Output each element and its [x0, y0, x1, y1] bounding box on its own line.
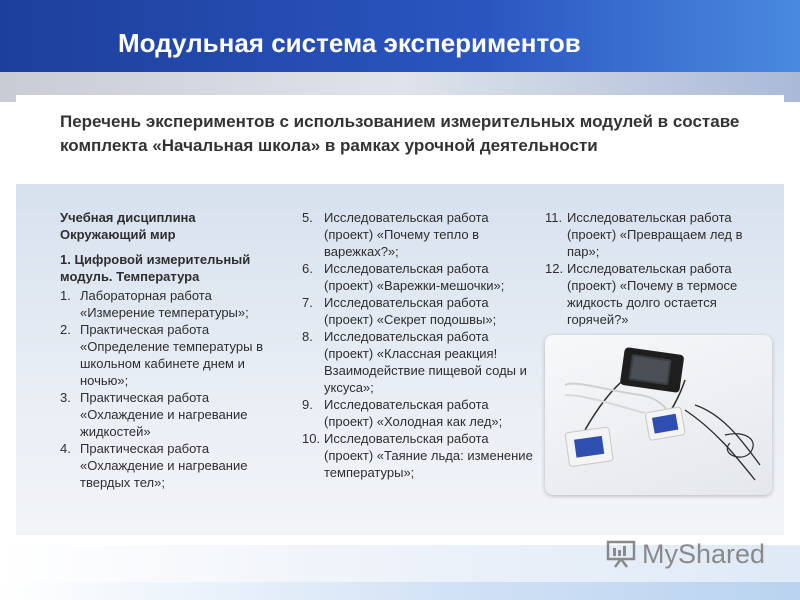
list-item [302, 260, 534, 294]
subject-block [60, 209, 270, 243]
item-text: Исследовательская работа (проект) «Секрет подошвы»; [324, 295, 497, 327]
column-1 [60, 209, 270, 491]
footer-wave [0, 582, 800, 600]
item-number: 9. [302, 397, 313, 412]
watermark-text: MyShared [642, 538, 766, 569]
item-text: Исследовательская работа (проект) «Почему тепло в варежках?»; [324, 210, 489, 259]
list-item [60, 287, 270, 321]
item-text: Практическая работа «Определение температуры в школьном кабинете днем и ночью»; [80, 322, 264, 388]
item-number: 11. [545, 210, 563, 225]
item-number: 5. [302, 210, 313, 225]
list-item [302, 328, 534, 396]
item-text: Исследовательская работа (проект) «Превращаем лед в пар»; [567, 210, 743, 259]
item-number: 3. [60, 390, 71, 405]
subject-label: Учебная дисциплина [60, 210, 196, 225]
list-item [545, 209, 770, 260]
item-text: Исследовательская работа (проект) «Холодная как лед»; [324, 397, 503, 429]
item-text: Практическая работа «Охлаждение и нагревание жидкостей» [80, 390, 248, 439]
presentation-icon [606, 539, 636, 569]
item-text: Исследовательская работа (проект) «Таяние льда: изменение температуры»; [324, 431, 533, 480]
item-text: Исследовательская работа (проект) «Почему в термосе жидкость долго остается горячей?» [567, 261, 738, 327]
item-text: Исследовательская работа (проект) «Варежки-мешочки»; [324, 261, 505, 293]
subject-name: Окружающий мир [60, 227, 176, 242]
item-number: 10. [302, 431, 321, 446]
sensor-device-illustration [545, 335, 772, 495]
list-item [60, 440, 270, 491]
list-item [545, 260, 770, 328]
list-item [302, 294, 534, 328]
list-item [302, 209, 534, 260]
item-text: Исследовательская работа (проект) «Классная реакция! Взаимодействие пищевой соды и уксуса»; [324, 329, 527, 395]
sensor-device-photo [545, 335, 772, 495]
item-text: Практическая работа «Охлаждение и нагревание твердых тел»; [80, 441, 248, 490]
item-number: 8. [302, 329, 313, 344]
myshared-logo [606, 536, 765, 572]
slide-title: Модульная система экспериментов [118, 28, 581, 58]
item-number: 4. [60, 441, 71, 456]
list-item [302, 430, 534, 481]
item-number: 1. [60, 288, 71, 303]
column-2 [302, 209, 534, 481]
section-heading: Перечень экспериментов с использованием измерительных модулей в составе комплекта «Начальная школа» в рамках урочной деятельности [60, 112, 740, 155]
item-number: 7. [302, 295, 313, 310]
list-item [60, 321, 270, 389]
column-3 [545, 209, 770, 328]
module-heading: 1. Цифровой измерительный модуль. Температура [60, 252, 251, 284]
item-number: 2. [60, 322, 71, 337]
list-item [60, 389, 270, 440]
item-number: 12. [545, 261, 564, 276]
list-item [302, 396, 534, 430]
item-text: Лабораторная работа «Измерение температуры»; [80, 288, 249, 320]
item-number: 6. [302, 261, 313, 276]
